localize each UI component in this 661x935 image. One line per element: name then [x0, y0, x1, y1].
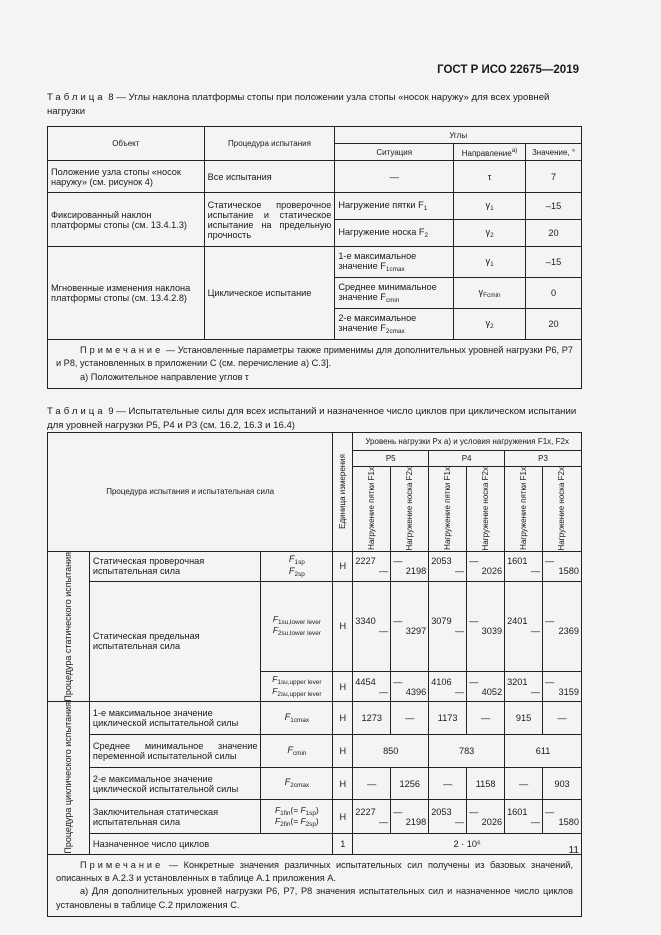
t9-head-p4-heel: Нагружение пятки F1x [429, 467, 467, 552]
t9-row-force: $F_{2cmax}$ [261, 767, 333, 800]
t8-r1-procedure: Все испытания [204, 161, 335, 193]
t8-r3a-value: –15 [526, 247, 582, 278]
t9-group-static: Процедура статического испытания [48, 551, 90, 702]
t8-r2-object: Фиксированный наклон платформы стопы (см. 13.4.1.3) [48, 193, 205, 247]
table-row [48, 767, 582, 800]
t9-value-cell: — [391, 702, 429, 735]
t9-value-cell: — [429, 767, 467, 800]
t8-head-angles: Углы [335, 127, 582, 144]
t8-head-direction: Направление$^{а)}$ [454, 144, 526, 161]
t9-row-force: $F_{1cmax}$ [261, 702, 333, 735]
t9-value-cell: — 2198 [391, 800, 429, 834]
t9-row-unit: Н [333, 767, 353, 800]
t9-note-cell [48, 854, 582, 916]
t9-row-force: $F_{1su,upper lever}$ $F_{2su,upper lever}$ [261, 672, 333, 702]
t8-r1-situation: — [335, 161, 454, 193]
t8-head-situation: Ситуация [335, 144, 454, 161]
t9-group-cyclic: Процедура циклического испытания [48, 702, 90, 855]
t9-value-cell: 4454 — [353, 672, 391, 702]
t9-value-cell: 1273 [353, 702, 391, 735]
t8-head-procedure: Процедура испытания [204, 127, 335, 161]
t8-head-object: Объект [48, 127, 205, 161]
t9-value-cell: 915 [505, 702, 543, 735]
t8-r2b-direction: $\gamma_2$ [454, 220, 526, 247]
table-row [48, 581, 582, 672]
t9-row-unit: Н [333, 581, 353, 672]
t9-value-cell: 2 · 10⁶ [353, 834, 582, 854]
t8-r3b-situation: Среднее минимальное значение $F_{cmin}$ [335, 278, 454, 309]
t9-row-unit: Н [333, 551, 353, 581]
t9-value-cell: 2401 — [505, 581, 543, 672]
t9-value-cell: 611 [505, 734, 582, 767]
table8-caption-text: 8 — Углы наклона платформы стопы при положении узла стопы «носок наружу» для всех уровней нагрузки [47, 92, 550, 117]
t9-value-cell: 4106 — [429, 672, 467, 702]
t9-value-cell: — [353, 767, 391, 800]
t9-value-cell: — 3039 [467, 581, 505, 672]
t8-r2a-direction: $\gamma_1$ [454, 193, 526, 220]
t9-value-cell: — 4396 [391, 672, 429, 702]
t9-value-cell: 3079 — [429, 581, 467, 672]
t9-value-cell: — 1580 [543, 800, 582, 834]
t9-value-cell: — 3297 [391, 581, 429, 672]
t9-value-cell: 3201 — [505, 672, 543, 702]
t9-row-name: Заключительная статическая испытательная сила [89, 800, 261, 834]
table8-caption [47, 91, 582, 119]
t8-r2-procedure: Статическое проверочное испытание и статическое испытание на предельную прочность [204, 193, 335, 247]
t9-head-p5: P5 [353, 451, 429, 467]
document-header: ГОСТ Р ИСО 22675—2019 [437, 64, 579, 76]
t8-r3a-direction: $\gamma_1$ [454, 247, 526, 278]
t9-row-unit: Н [333, 702, 353, 735]
t9-row-name: Среднее минимальное значение переменной испытательной силы [89, 734, 261, 767]
t8-r3-procedure: Циклическое испытание [204, 247, 335, 340]
t8-r2b-value: 20 [526, 220, 582, 247]
t8-note-cell [48, 340, 582, 389]
t9-head-p3: P3 [505, 451, 582, 467]
t8-r2a-value: –15 [526, 193, 582, 220]
t9-row-force: $F_{1sp}$ $F_{2sp}$ [261, 551, 333, 581]
t9-row-force: $F_{cmin}$ [261, 734, 333, 767]
table-row [48, 702, 582, 735]
t9-value-cell: 2053 — [429, 551, 467, 581]
t9-row-force: $F_{1fin}(= F_{1sp})$ $F_{2fin}(= F_{2sp})$ [261, 800, 333, 834]
t8-r3-object: Мгновенные изменения наклона платформы стопы (см. 13.4.2.8) [48, 247, 205, 340]
t9-value-cell: 1256 [391, 767, 429, 800]
t9-head-unit: Единица измерения [333, 433, 353, 552]
t8-note: — Установленные параметры также применимы для дополнительных уровней нагрузки P6, P7 и P8, установленных в приложении С (см. перечисление а) С.3]. [56, 345, 573, 369]
t9-value-cell: — [467, 702, 505, 735]
t9-row-name: Статическая проверочная испытательная сила [89, 551, 261, 581]
t9-value-cell: 1173 [429, 702, 467, 735]
table9-label: Таблица [47, 406, 106, 417]
t9-value-cell: — [543, 702, 582, 735]
table8-label: Таблица [47, 92, 106, 103]
t9-value-cell: 1601 — [505, 551, 543, 581]
t9-row-name: 1-е максимальное значение циклической испытательной силы [89, 702, 261, 735]
t8-r3c-direction: $\gamma_2$ [454, 309, 526, 340]
t8-r3b-value: 0 [526, 278, 582, 309]
t9-head-p5-heel: Нагружение пятки F1x [353, 467, 391, 552]
t8-r3a-situation: 1-е максимальное значение $F_{1cmax}$ [335, 247, 454, 278]
t9-value-cell: — 4052 [467, 672, 505, 702]
t9-value-cell: 783 [429, 734, 505, 767]
table-row [48, 834, 582, 854]
t9-row-force: $F_{1su,lower lever}$ $F_{2su,lower lever}$ [261, 581, 333, 672]
t9-value-cell: — 2198 [391, 551, 429, 581]
page-number: 11 [568, 845, 579, 856]
t8-head-value: Значение, ° [526, 144, 582, 161]
t9-value-cell: 1601 — [505, 800, 543, 834]
t9-value-cell: 2227 — [353, 800, 391, 834]
t9-value-cell: 1158 [467, 767, 505, 800]
t9-row-unit: 1 [333, 834, 353, 854]
t8-r3b-direction: $\gamma_{Fcmin}$ [454, 278, 526, 309]
t9-value-cell: 2227 — [353, 551, 391, 581]
t9-value-cell: — 2026 [467, 800, 505, 834]
t9-row-unit: Н [333, 800, 353, 834]
t9-value-cell: 850 [353, 734, 429, 767]
t9-row-name: Статическая предельная испытательная сила [89, 581, 261, 702]
t9-head-p4-toe: Нагружение носка F2x [467, 467, 505, 552]
t9-value-cell: — 2369 [543, 581, 582, 672]
table-row [48, 734, 582, 767]
t9-head-p5-toe: Нагружение носка F2x [391, 467, 429, 552]
t9-head-levels: Уровень нагрузки Px а) и условия нагружения F1x, F2x [353, 433, 582, 451]
t8-r1-direction: τ [454, 161, 526, 193]
table9-caption [47, 405, 582, 433]
t8-r1-object: Положение узла стопы «носок наружу» (см. рисунок 4) [48, 161, 205, 193]
t8-footnote: а) Положительное направление углов τ [80, 371, 249, 382]
t9-row-name: 2-е максимальное значение циклической испытательной силы [89, 767, 261, 800]
table-row [48, 551, 582, 581]
t9-footnote: а) Для дополнительных уровней нагрузки P6, P7, P8 значения испытательных сил и назначенное число циклов установлены в таблице С.2 приложения С. [56, 886, 573, 910]
t8-r3c-value: 20 [526, 309, 582, 340]
t9-note: — Конкретные значения различных испытательных сил получены из базовых значений, описанных в А.2.3 и установленных в таблице А.1 приложения А. [56, 859, 573, 884]
t9-value-cell: — 2026 [467, 551, 505, 581]
t8-r1-value: 7 [526, 161, 582, 193]
t9-value-cell: — [505, 767, 543, 800]
t9-head-p3-heel: Нагружение пятки F1x [505, 467, 543, 552]
table9-caption-text: 9 — Испытательные силы для всех испытаний и назначенное число циклов при циклическом испытании для уровней нагрузки P5, P4 и P3 (см. 16.2, 16.3 и 16.4) [47, 406, 577, 431]
t8-r2a-situation: Нагружение пятки $F_1$ [335, 193, 454, 220]
t8-r3c-situation: 2-е максимальное значение $F_{2cmax}$ [335, 309, 454, 340]
t9-value-cell: 2053 — [429, 800, 467, 834]
t9-value-cell: 903 [543, 767, 582, 800]
table-row [48, 800, 582, 834]
t8-note-label: Примечание [80, 345, 164, 355]
t9-value-cell: — 1580 [543, 551, 582, 581]
table9 [47, 432, 582, 917]
t9-head-procedure: Процедура испытания и испытательная сила [48, 433, 333, 552]
t9-head-p4: P4 [429, 451, 505, 467]
t9-note-label: Примечание [80, 859, 164, 870]
t8-r2b-situation: Нагружение носка $F_2$ [335, 220, 454, 247]
table8 [47, 126, 582, 389]
t9-row-unit: Н [333, 734, 353, 767]
t9-value-cell: 3340 — [353, 581, 391, 672]
t9-row-unit: Н [333, 672, 353, 702]
t9-head-p3-toe: Нагружение носка F2x [543, 467, 582, 552]
t9-row-name: Назначенное число циклов [89, 834, 332, 854]
t9-value-cell: — 3159 [543, 672, 582, 702]
